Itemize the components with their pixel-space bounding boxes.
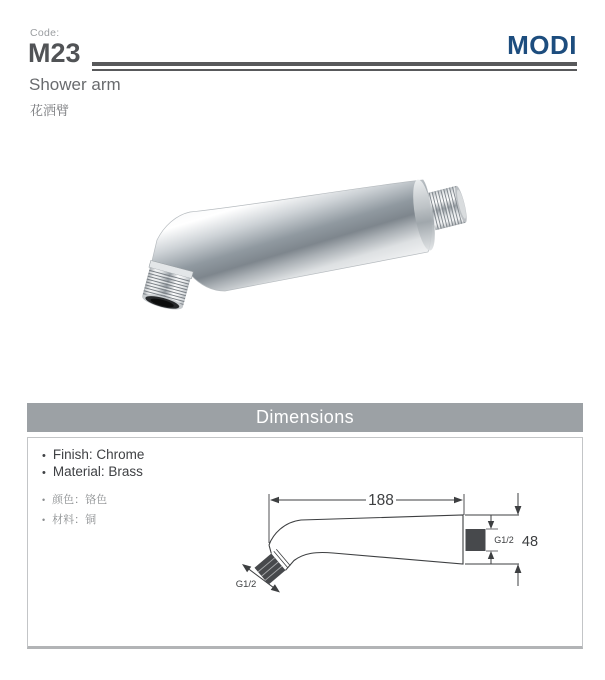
arm-outline xyxy=(269,515,463,570)
bullet-icon: • xyxy=(42,450,46,462)
dimensions-box xyxy=(27,437,583,649)
bullet-icon: • xyxy=(42,515,46,525)
thread-block-right xyxy=(466,529,486,551)
brand-logo: MODI xyxy=(507,30,577,60)
dim-thread-left-label: G1/2 xyxy=(235,579,257,590)
dim-height-label: 48 xyxy=(521,534,539,550)
bullet-icon: • xyxy=(42,467,46,479)
product-code: M23 xyxy=(28,38,81,68)
header-rule-top xyxy=(92,62,577,66)
photo-arm-body xyxy=(151,180,431,291)
spec-material-cn-text: 材料：铜 xyxy=(52,514,97,526)
product-name-en: Shower arm xyxy=(29,75,121,94)
bullet-icon: • xyxy=(42,495,46,505)
spec-material-text: Material: Brass xyxy=(52,464,143,479)
dimensions-header xyxy=(27,403,583,432)
code-label: Code: xyxy=(30,27,60,39)
dim-length-label: 188 xyxy=(368,492,394,509)
technical-drawing xyxy=(28,438,582,646)
shower-arm-photo-illustration xyxy=(120,158,480,323)
spec-finish-text: Finish: Chrome xyxy=(52,447,145,462)
product-name-cn: 花洒臂 xyxy=(30,103,70,118)
dimensions-title: Dimensions xyxy=(255,407,355,427)
dim-thread-right-label: G1/2 xyxy=(494,535,514,545)
header-rule-bottom xyxy=(92,69,577,71)
product-photo xyxy=(120,158,480,323)
spec-color-cn-text: 颜色：铬色 xyxy=(52,494,108,506)
